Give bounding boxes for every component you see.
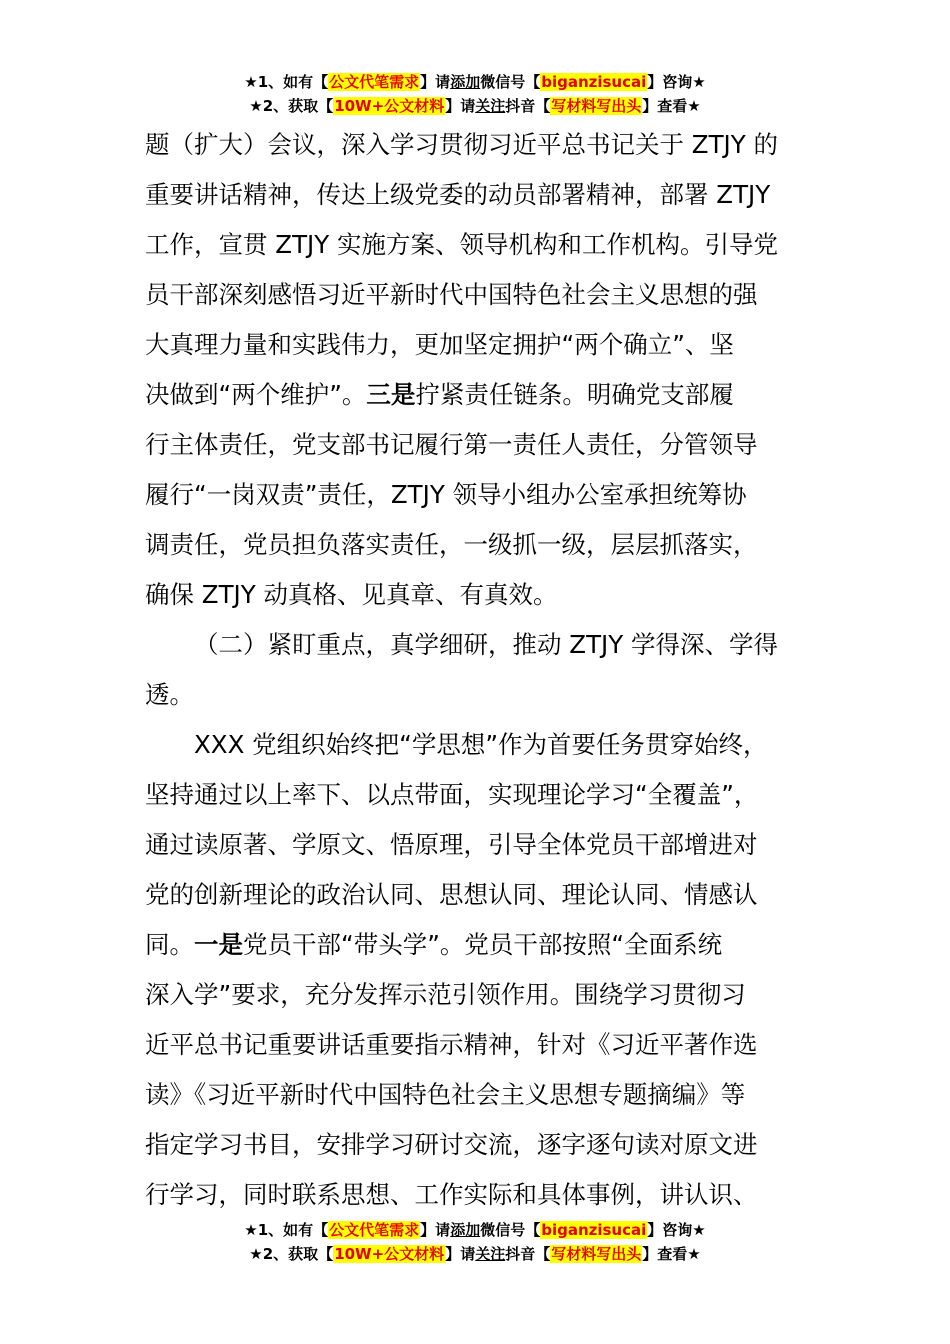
text-line: 党的创新理论的政治认同、思想认同、理论认同、情感认 — [145, 880, 758, 909]
promo-highlight-service: 公文代笔需求 — [329, 1221, 420, 1239]
text-line: 通过读原著、学原文、悟原理，引导全体党员干部增进对 — [145, 830, 758, 859]
promo-highlight-service: 公文代笔需求 — [329, 73, 420, 91]
text-line: 行主体责任，党支部书记履行第一责任人责任，分管领导 — [145, 430, 758, 459]
promo-highlight-materials: 10W+公文材料 — [334, 1245, 445, 1263]
footer-promo-banner — [0, 1218, 950, 1266]
text-line: 确保 ZTJY 动真格、见真章、有真效。 — [145, 580, 558, 609]
document-body — [145, 120, 810, 1220]
text-line: 题（扩大）会议，深入学习贯彻习近平总书记关于 ZTJY 的 — [145, 130, 779, 159]
text-line: 深入学”要求，充分发挥示范引领作用。围绕学习贯彻习 — [145, 980, 746, 1009]
promo-line-2: ★2、获取【10W+公文材料】请关注抖音【写材料写出头】查看★ — [249, 1245, 701, 1263]
section-heading-cont: 透。 — [145, 680, 194, 709]
text-line: 调责任，党员担负落实责任，一级抓一级，层层抓落实， — [145, 530, 758, 559]
text-line: 同。一是党员干部“带头学”。党员干部按照“全面系统 — [145, 930, 723, 959]
text-line: 读》《习近平新时代中国特色社会主义思想专题摘编》等 — [145, 1080, 746, 1109]
header-promo-banner — [0, 70, 950, 118]
paragraph-start: XXX 党组织始终把“学思想”作为首要任务贯穿始终， — [194, 730, 768, 759]
promo-highlight-douyin: 写材料写出头 — [551, 97, 642, 115]
text-line: 指定学习书目，安排学习研讨交流，逐字逐句读对原文进 — [145, 1130, 758, 1159]
text-line: 员干部深刻感悟习近平新时代中国特色社会主义思想的强 — [145, 280, 758, 309]
promo-line-2: ★2、获取【10W+公文材料】请关注抖音【写材料写出头】查看★ — [249, 97, 701, 115]
text-line: 决做到“两个维护”。三是拧紧责任链条。明确党支部履 — [145, 380, 734, 409]
text-line: 行学习，同时联系思想、工作实际和具体事例，讲认识、 — [145, 1180, 758, 1209]
bold-lead-one: 一是 — [194, 930, 243, 959]
text-line: 履行“一岗双责”责任，ZTJY 领导小组办公室承担统筹协 — [145, 480, 747, 509]
promo-highlight-douyin: 写材料写出头 — [551, 1245, 642, 1263]
text-line: 大真理力量和实践伟力，更加坚定拥护“两个确立”、坚 — [145, 330, 734, 359]
promo-line-1: ★1、如有【公文代笔需求】请添加微信号【biganzisucai】咨询★ — [244, 1221, 706, 1239]
promo-highlight-wechat: biganzisucai — [541, 73, 647, 91]
text-line: 坚持通过以上率下、以点带面，实现理论学习“全覆盖”， — [145, 780, 759, 809]
promo-highlight-wechat: biganzisucai — [541, 1221, 647, 1239]
promo-highlight-materials: 10W+公文材料 — [334, 97, 445, 115]
text-line: 工作，宣贯 ZTJY 实施方案、领导机构和工作机构。引导党 — [145, 230, 779, 259]
text-line: 近平总书记重要讲话重要指示精神，针对《习近平著作选 — [145, 1030, 758, 1059]
text-line: 重要讲话精神，传达上级党委的动员部署精神，部署 ZTJY — [145, 180, 771, 209]
promo-line-1: ★1、如有【公文代笔需求】请添加微信号【biganzisucai】咨询★ — [244, 73, 706, 91]
bold-lead-three: 三是 — [366, 380, 416, 409]
section-heading: （二）紧盯重点，真学细研，推动 ZTJY 学得深、学得 — [194, 630, 779, 659]
